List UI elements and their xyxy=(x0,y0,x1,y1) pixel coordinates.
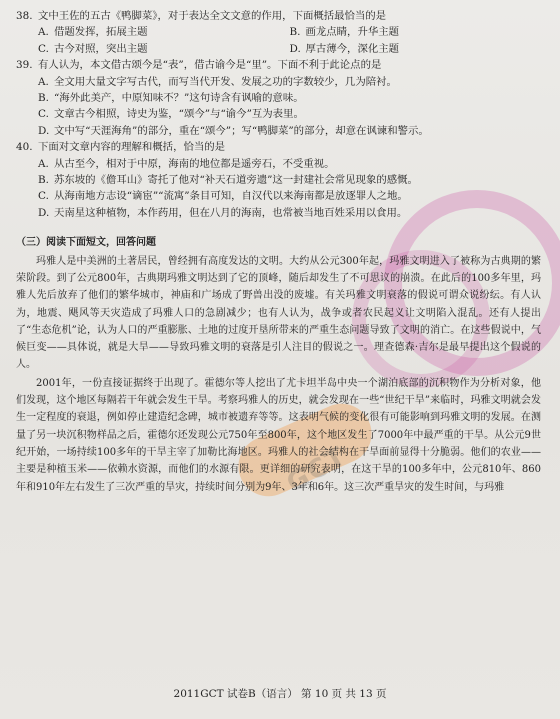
option-a xyxy=(38,24,290,40)
option-b xyxy=(16,172,541,188)
option-label: A. xyxy=(38,75,49,88)
option-label: D. xyxy=(38,206,50,219)
question-39 xyxy=(16,57,541,139)
option-label: C. xyxy=(38,190,49,203)
option-label: C. xyxy=(38,42,49,55)
option-c xyxy=(16,106,541,122)
option-label: B. xyxy=(38,92,49,105)
option-a xyxy=(16,74,541,90)
option-d xyxy=(16,123,541,139)
option-text: 全文用大量文字写古代，而写当代开发、发展之功的字数较少，几为陪衬。 xyxy=(54,75,397,88)
option-row xyxy=(16,24,541,40)
option-label: D. xyxy=(38,124,50,137)
question-stem xyxy=(16,139,541,155)
option-label: B. xyxy=(289,26,301,39)
option-label: A. xyxy=(38,157,49,170)
page-content xyxy=(16,8,541,496)
passage-paragraph-2: 2001年，一份直接证据终于出现了。霍德尔等人挖出了尤卡坦半岛中央一个湖泊底部的沉积物作为分析对象，他们发现，这个地区每隔若干年就会发生干旱。考察玛雅人的历史，就会发现在一些“世纪干旱”来临时，玛雅文明就会发生一定程度的衰退，例如停止建造纪念碑，城市被遗弃等等。这表明气候的变化很有可能影响到玛雅文明的发展。在测量了另一块沉积物样品之后，霍德尔还发现公元750年至800年，这个地区发生了7000年中最严重的干旱。从公元9世纪开始，一场持续100多年的干旱主宰了加勒比海地区。玛雅人的社会结构在干旱面前显得十分脆弱。他们的农业——主要是种植玉米——依赖水资源，而他们的水源有限。更详细的研究表明，在这干旱的100多年中，公元810年、860年和910年左右发生了三次严重的旱灾，持续时间分别为9年、3年和6年。这三次严重旱灾的发生时间，与玛雅 xyxy=(16,377,541,493)
option-text: 古今对照，突出主题 xyxy=(54,42,148,55)
option-text: 借题发挥，拓展主题 xyxy=(54,26,148,39)
section-title: （三）阅读下面短文，回答问题 xyxy=(16,237,156,249)
question-number: 39. xyxy=(16,59,33,72)
option-d xyxy=(16,205,541,221)
option-row xyxy=(16,41,541,57)
question-text: 文中王佐的五古《鸭脚菜》，对于表达全文文意的作用，下面概括最恰当的是 xyxy=(38,10,387,22)
question-40 xyxy=(16,139,541,221)
option-text: “海外此美产，中原知味不？”这句诗含有讽喻的意味。 xyxy=(54,92,304,105)
question-stem xyxy=(16,57,541,73)
option-c xyxy=(38,41,290,57)
question-text: 下面对文章内容的理解和概括，恰当的是 xyxy=(38,141,226,154)
page-footer: 2011GCT 试卷B（语言） 第 10 页 共 13 页 xyxy=(173,688,387,700)
passage-paragraph-1: 玛雅人是中美洲的土著居民，曾经拥有高度发达的文明。大约从公元300年起，玛雅文明进入了被称为古典期的繁荣阶段。到了公元800年，古典期玛雅文明达到了它的顶峰，随后却发生了不可思议的崩溃。在此后的100多年里，玛雅人先后放弃了他们的繁华城市，神庙和广场成了野兽出没的废墟。有关玛雅文明衰落的假说可谓众说纷纭。有人认为，地震、飓风等天灾造成了玛雅人口的急剧减少；也有人认为，战争或者农民起义让文明陷入混乱。还有人提出了“生态危机”论，认为人口的严重膨胀、土地的过度开垦所带来的严重生态问题导致了文明的消亡。在这些假说中，气候巨变——具体说，就是大旱——导致玛雅文明的衰落是引人注目的假说之一。理查德森·吉尔是最早提出这个假说的人。 xyxy=(16,255,541,371)
option-label: B. xyxy=(38,174,49,187)
option-text: 文章古今相照，诗史为鉴，“颂今”与“谕今”互为表里。 xyxy=(54,108,304,121)
option-a xyxy=(16,156,541,172)
option-d xyxy=(290,41,542,57)
option-text: 厚古薄今，深化主题 xyxy=(305,42,400,55)
option-text: 苏东坡的《儋耳山》寄托了他对“补天石道旁遗”这一封建社会常见现象的感慨。 xyxy=(54,174,418,187)
question-38 xyxy=(16,8,541,57)
question-number: 38. xyxy=(16,10,33,22)
watermark-text: GCT xyxy=(281,440,353,500)
question-text: 有人认为，本文借古颂今是“表”，借古谕今是“里”。下面不利于此论点的是 xyxy=(38,59,382,72)
option-text: 从海南地方志设“谪宦”“流寓”条目可知，自汉代以来海南都是放逐罪人之地。 xyxy=(54,190,408,203)
option-text: 天南星这种植物，本作药用，但在八月的海南，也常被当地百姓采用以食用。 xyxy=(54,206,408,219)
question-stem xyxy=(16,8,541,24)
option-text: 文中写“天涯海角”的部分，重在“颂今”；写“鸭脚菜”的部分，却意在讽谏和警示。 xyxy=(54,124,429,137)
option-text: 从古至今，相对于中原，海南的地位都是遥旁石，不受重视。 xyxy=(54,157,335,170)
option-label: C. xyxy=(38,108,49,121)
option-b xyxy=(16,90,541,106)
option-b xyxy=(290,24,542,40)
option-label: D. xyxy=(289,42,301,55)
question-number: 40. xyxy=(16,141,33,154)
option-c xyxy=(16,188,541,204)
option-label: A. xyxy=(38,26,49,39)
option-text: 画龙点睛，升华主题 xyxy=(305,26,400,39)
